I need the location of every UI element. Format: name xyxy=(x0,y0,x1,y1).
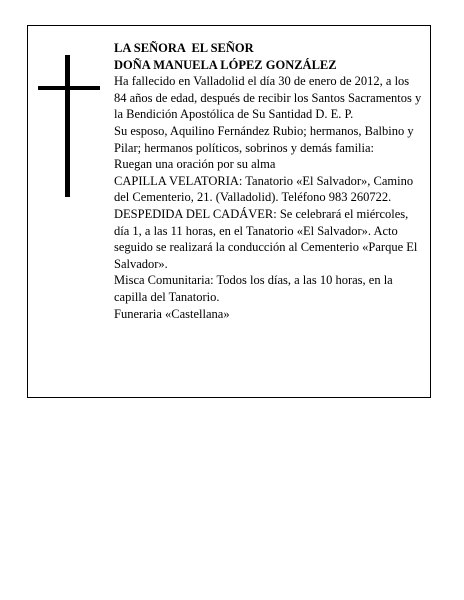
cross-horizontal-bar xyxy=(38,86,100,90)
mass-info: Misca Comunitaria: Todos los días, a las 10 horas, en la capilla del Tanatorio. xyxy=(114,273,393,304)
prayer-request: Ruegan una oración por su alma xyxy=(114,157,276,172)
wake-chapel-info: CAPILLA VELATORIA: Tanatorio «El Salvador», Camino del Cementerio, 21. (Valladolid). Teléfono 983 260722. xyxy=(114,173,414,205)
cross-icon xyxy=(38,55,100,197)
family-list: Su esposo, Aquilino Fernández Rubio; hermanos, Balbino y Pilar; hermanos políticos, sobrinos y demás familia: xyxy=(114,123,414,155)
farewell-info: DESPEDIDA DEL CADÁVER: Se celebrará el miércoles, día 1, a las 11 horas, en el Tanatorio «El Salvador». Acto seguido se realizará la conducción al Cementerio «Parque El Salvador». xyxy=(114,206,418,271)
deceased-name: DOÑA MANUELA LÓPEZ GONZÁLEZ xyxy=(114,57,337,72)
cross-vertical-bar xyxy=(65,55,70,197)
notice-text xyxy=(114,40,422,322)
death-announcement: Ha fallecido en Valladolid el día 30 de enero de 2012, a los 84 años de edad, después de recibir los Santos Sacramentos y la Bendición Apostólica de Su Santidad D. E. P. xyxy=(114,74,422,122)
funeral-home: Funeraria «Castellana» xyxy=(114,306,230,321)
heading-line-1: LA SEÑORA EL SEÑOR xyxy=(114,41,254,55)
